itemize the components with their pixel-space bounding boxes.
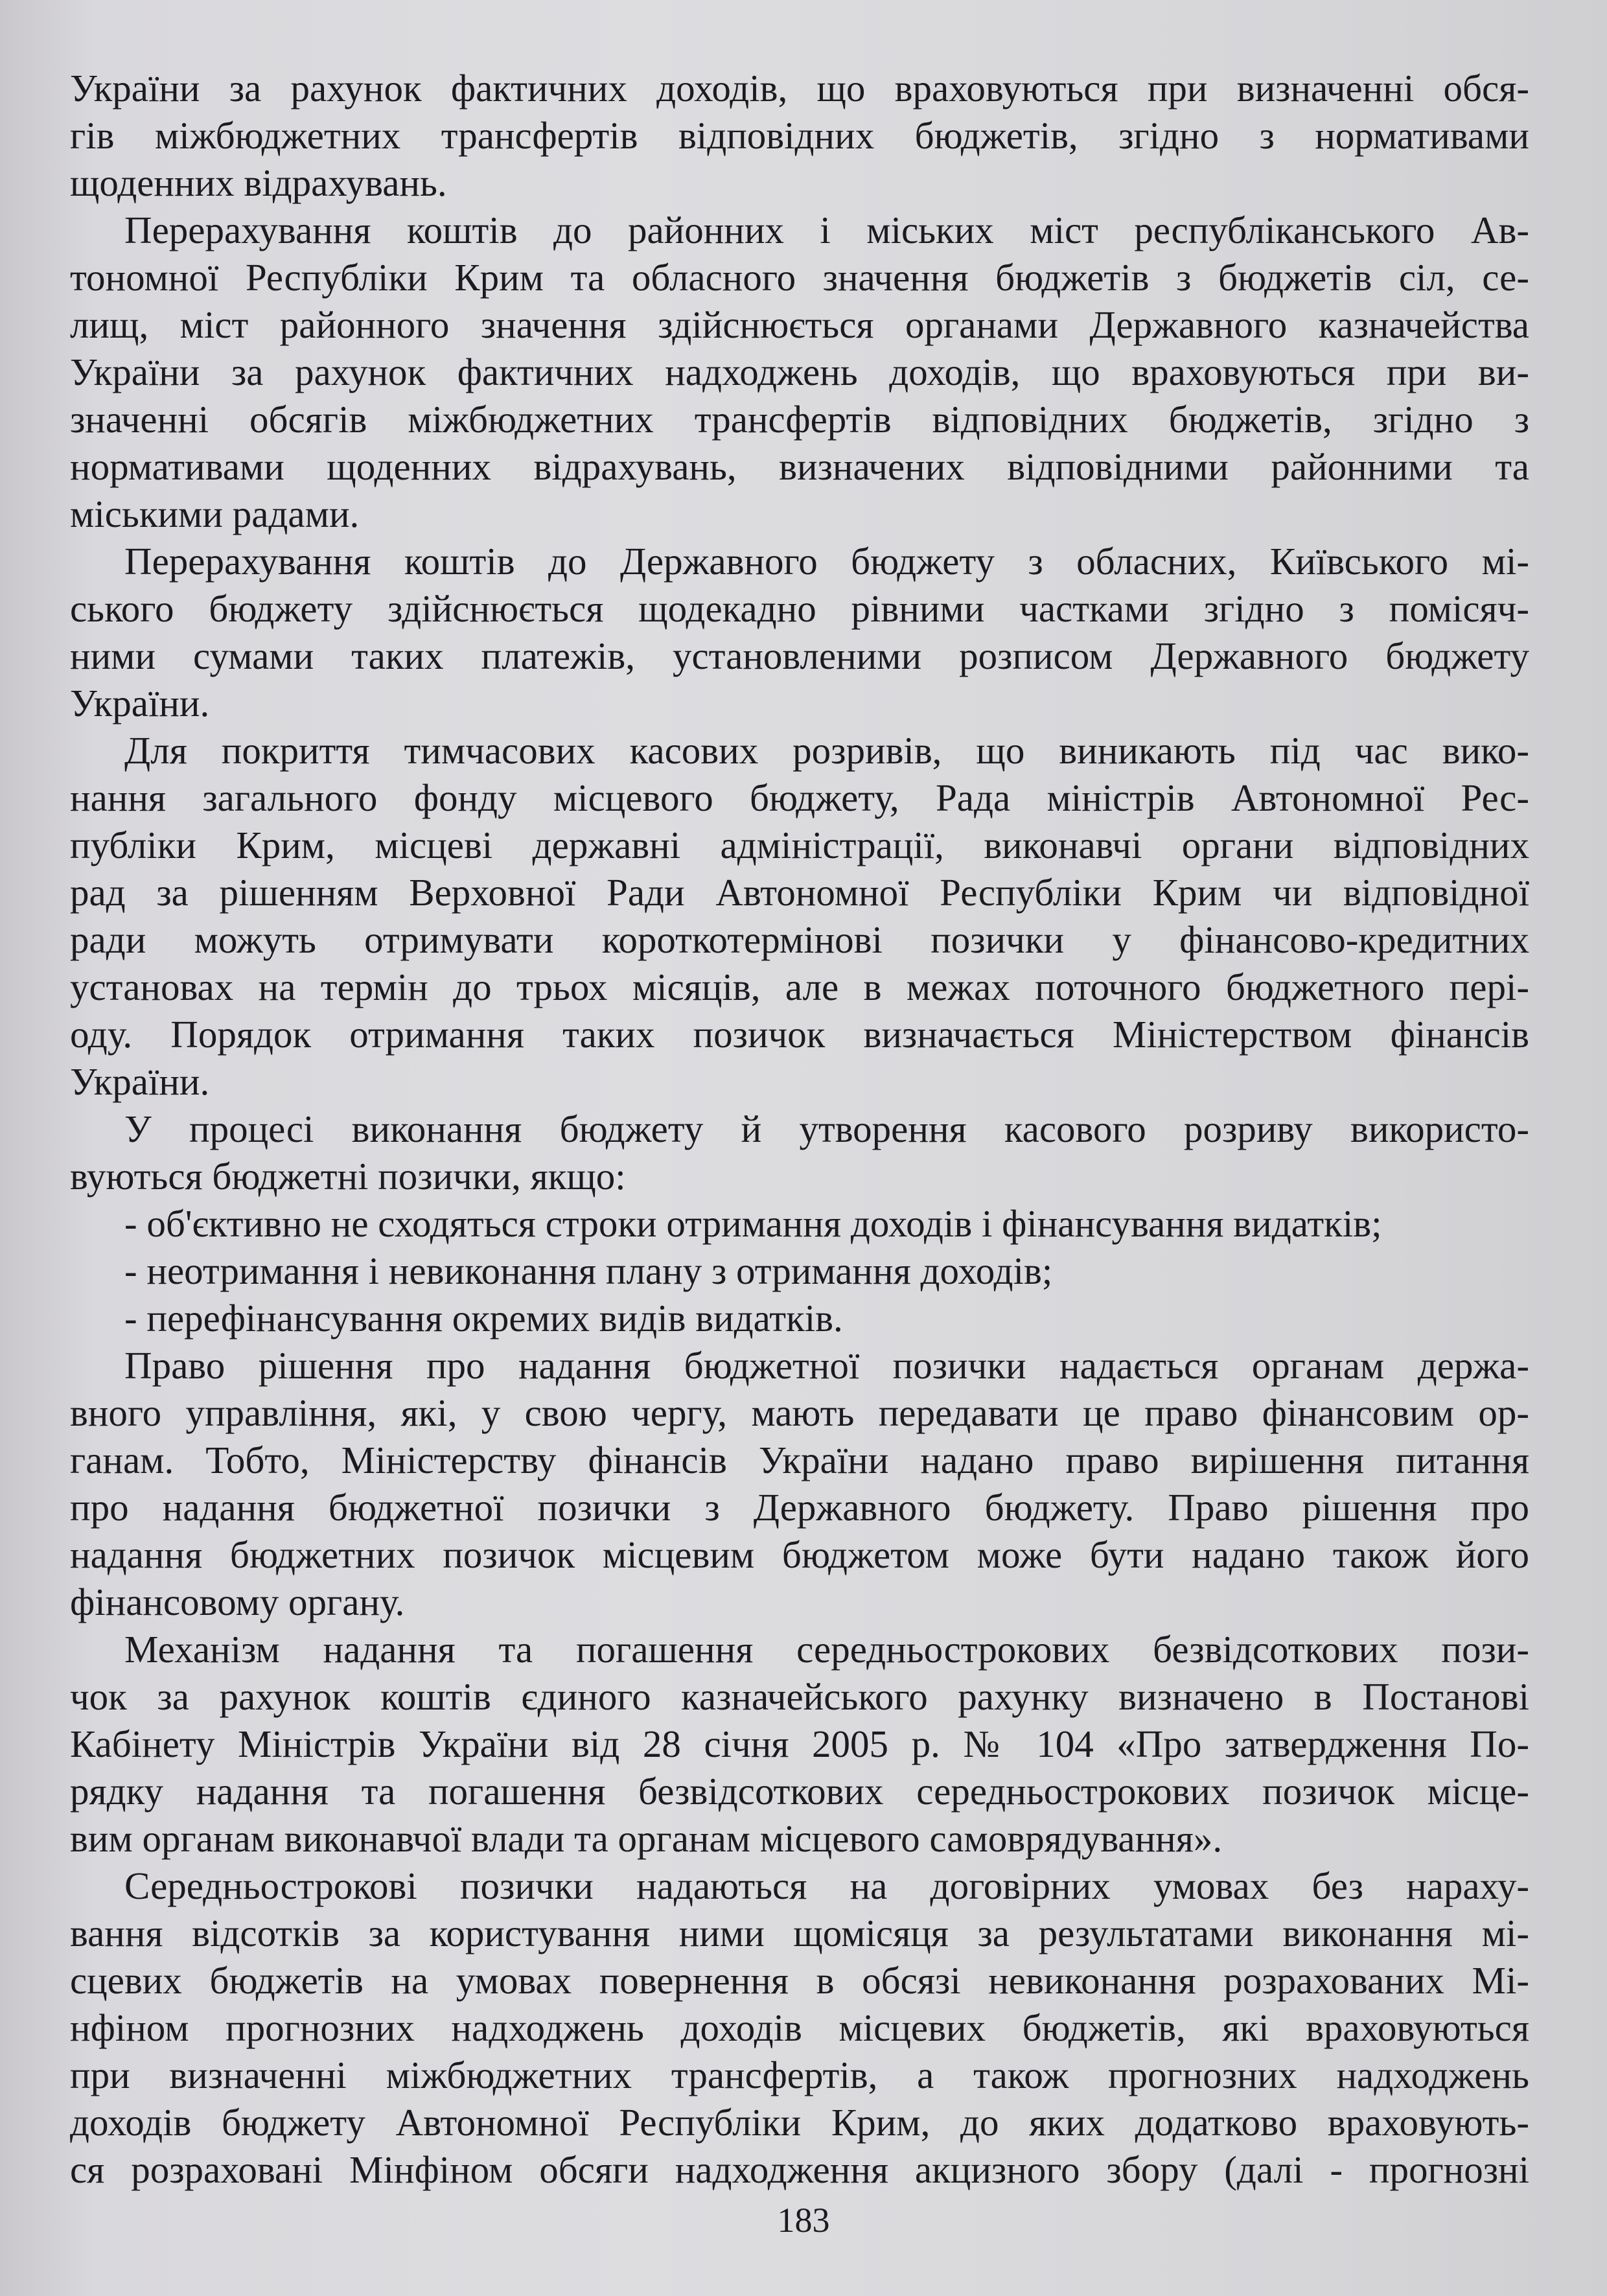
text-line: ради можуть отримувати короткотермінові позички у фінансово-кредитних [70,918,1529,961]
text-line: міськими радами. [70,493,360,535]
text-line: доходів бюджету Автономної Республіки Крим, до яких додатково враховують- [70,2101,1529,2144]
text-line: вим органам виконавчої влади та органам місцевого самоврядування». [70,1817,1223,1860]
text-line: нфіном прогнозних надходжень доходів місцевих бюджетів, які враховуються [70,2006,1529,2049]
text-line: надання бюджетних позичок місцевим бюджетом може бути надано також його [70,1533,1529,1576]
text-line: - неотримання і невиконання плану з отримання доходів; [124,1249,1053,1292]
text-line: нання загального фонду місцевого бюджету, Рада міністрів Автономної Рес- [70,776,1529,819]
text-line: вного управління, які, у свою чергу, мають передавати це право фінансовим ор- [70,1391,1529,1434]
text-line: гів міжбюджетних трансфертів відповідних бюджетів, згідно з нормативами [70,114,1529,157]
text-line: ся розраховані Мінфіном обсяги надходження акцизного збору (далі - прогнозні [70,2148,1529,2191]
text-line: України. [70,1060,210,1103]
text-line: фінансовому органу. [70,1581,405,1623]
text-line: Право рішення про надання бюджетної позички надається органам держа- [124,1344,1529,1387]
text-line: оду. Порядок отримання таких позичок визначається Міністерством фінансів [70,1013,1529,1056]
text-line: щоденних відрахувань. [70,161,447,204]
text-line: про надання бюджетної позички з Державного бюджету. Право рішення про [70,1486,1529,1529]
page-number: 183 [777,2201,830,2240]
paragraph [70,207,1529,538]
text-line: рад за рішенням Верховної Ради Автономної Республіки Крим чи відповідної [70,871,1529,914]
paragraph [70,727,1529,1106]
text-line: - об'єктивно не сходяться строки отримання доходів і фінансування видатків; [124,1202,1382,1245]
paragraph [70,1342,1529,1626]
text-line: нормативами щоденних відрахувань, визначених відповідними районними та [70,445,1529,488]
paragraph [70,1626,1529,1862]
text-line: при визначенні міжбюджетних трансфертів, а також прогнозних надходжень [70,2054,1529,2096]
text-line: тономної Республіки Крим та обласного значення бюджетів з бюджетів сіл, се- [70,256,1529,299]
text-line: лищ, міст районного значення здійснюється органами Державного казначейства [70,303,1529,346]
text-line: Механізм надання та погашення середньострокових безвідсоткових пози- [124,1628,1529,1671]
page-body-text [70,65,1529,2194]
text-line: України. [70,682,210,725]
bullet-item [70,1247,1529,1295]
text-line: сцевих бюджетів на умовах повернення в обсязі невиконання розрахованих Мі- [70,1959,1529,2002]
paragraph [70,1106,1529,1200]
text-line: рядку надання та погашення безвідсоткових середньострокових позичок місце- [70,1770,1529,1813]
text-line: Для покриття тимчасових касових розривів, що виникають під час вико- [124,729,1529,772]
paragraph [70,538,1529,727]
paragraph [70,65,1529,207]
text-line: публіки Крим, місцеві державні адміністрації, виконавчі органи відповідних [70,824,1529,866]
text-line: вуються бюджетні позички, якщо: [70,1155,626,1198]
text-line: ними сумами таких платежів, установленими розписом Державного бюджету [70,634,1529,677]
text-line: вання відсотків за користування ними щомісяця за результатами виконання мі- [70,1912,1529,1954]
text-line: чок за рахунок коштів єдиного казначейського рахунку визначено в Постанові [70,1675,1529,1718]
text-line: Середньострокові позички надаються на договірних умовах без нараху- [124,1864,1529,1907]
paragraph [70,1862,1529,2194]
text-line: установах на термін до трьох місяців, але в межах поточного бюджетного пері- [70,966,1529,1008]
text-line: У процесі виконання бюджету й утворення касового розриву використо- [124,1107,1529,1150]
text-line: Перерахування коштів до Державного бюджету з обласних, Київського мі- [124,540,1529,583]
text-line: ганам. Тобто, Міністерству фінансів України надано право вирішення питання [70,1439,1529,1481]
text-line: України за рахунок фактичних доходів, що враховуються при визначенні обся- [70,67,1529,110]
text-line: значенні обсягів міжбюджетних трансфертів відповідних бюджетів, згідно з [70,398,1529,441]
text-line: - перефінансування окремих видів видатків. [124,1297,843,1339]
bullet-item [70,1200,1529,1247]
text-line: України за рахунок фактичних надходжень доходів, що враховуються при ви- [70,351,1529,393]
text-line: Кабінету Міністрів України від 28 січня 2005 р. № 104 «Про затвердження По- [70,1722,1529,1765]
bullet-item [70,1295,1529,1342]
text-line: ського бюджету здійснюється щодекадно рівними частками згідно з помісяч- [70,587,1529,630]
text-line: Перерахування коштів до районних і міських міст республіканського Ав- [124,209,1529,251]
